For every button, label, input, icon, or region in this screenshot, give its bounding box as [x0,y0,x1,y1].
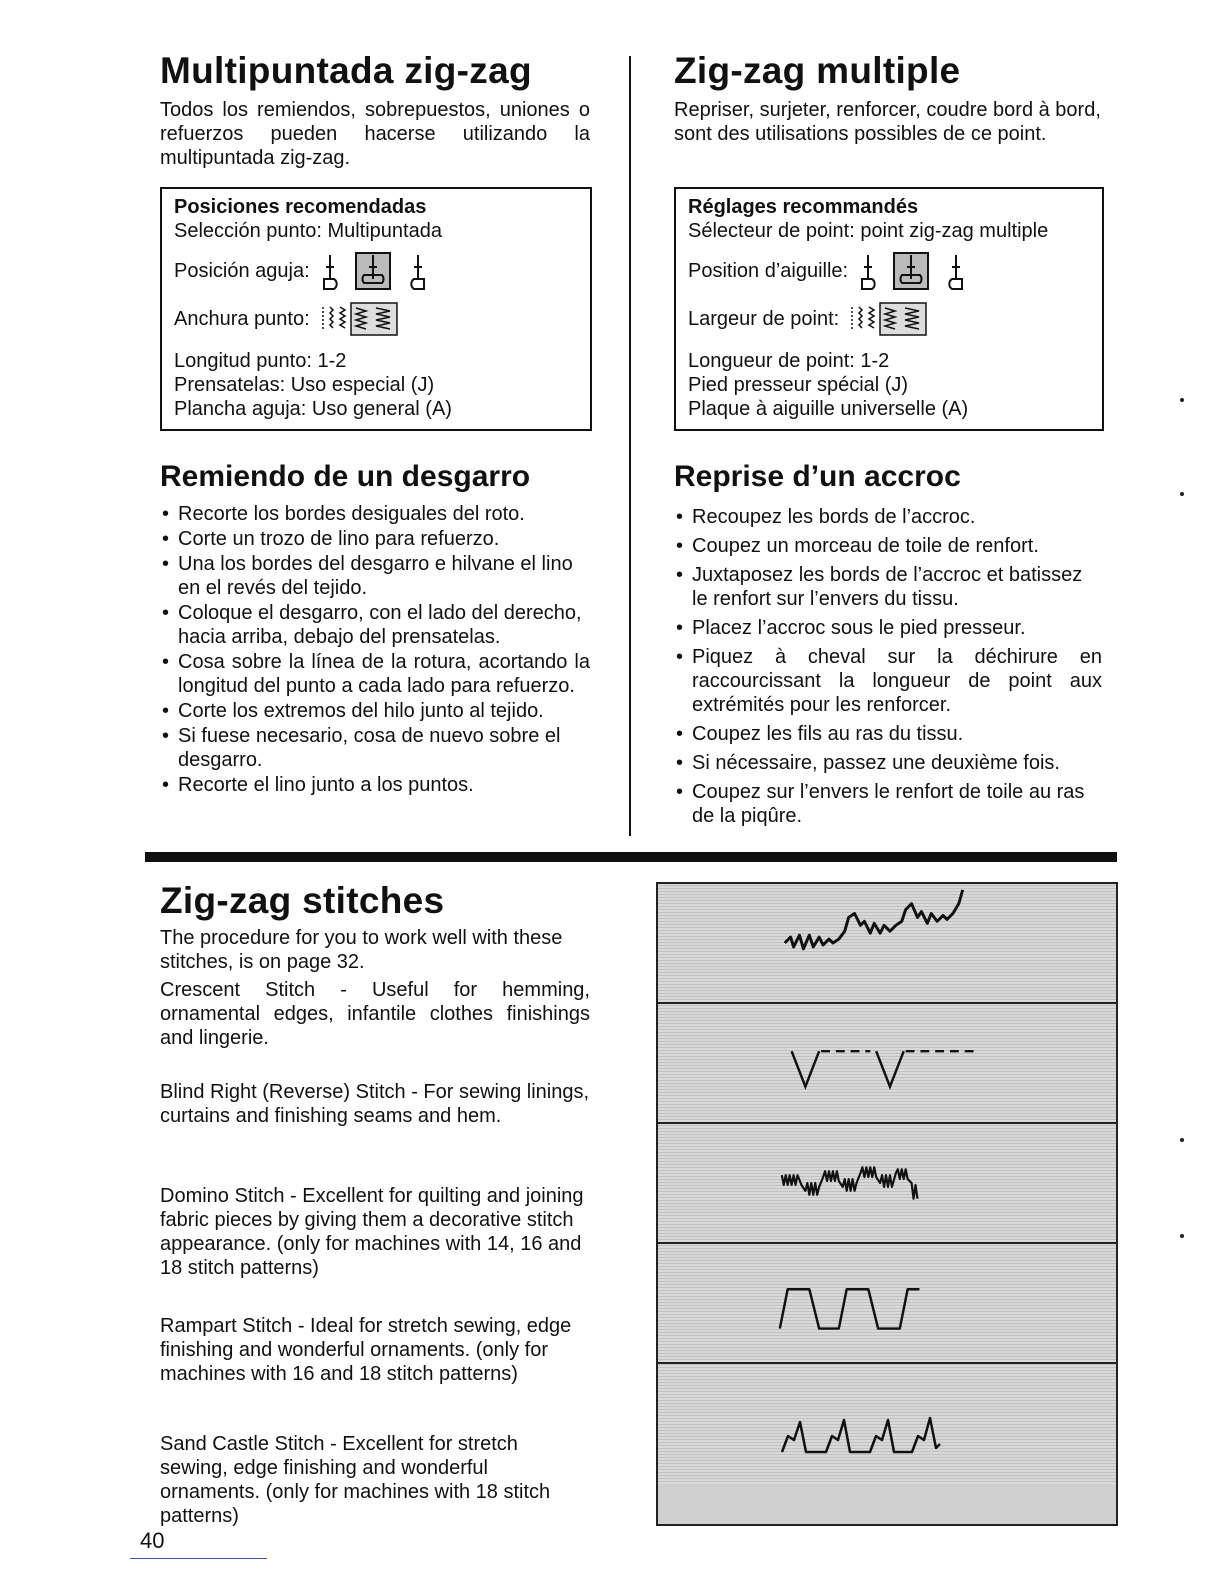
spanish-stitch-length: Longitud punto: 1-2 [174,350,347,372]
french-settings-box [674,187,1104,431]
domino-stitch-description: Domino Stitch - Excellent for quilting and joining fabric pieces by giving them a decorative stitch appearance. (only for machines with 14, 16 and 18 stitch patterns) [160,1185,584,1279]
crescent-stitch-icon [658,884,1116,1002]
list-item: • Coupez sur l’envers le renfort de toile au ras de la piqûre. [674,780,1102,828]
sand-castle-stitch-icon [658,1364,1116,1484]
english-title: Zig-zag stitches [160,880,445,921]
domino-stitch-icon [658,1124,1116,1242]
list-item: • Recorte los bordes desiguales del roto. [160,502,590,526]
stitch-width-icon [320,301,400,337]
spanish-intro: Todos los remiendos, sobrepuestos, uniones o refuerzos pueden hacerse utilizando la multipuntada zig-zag. [160,99,590,169]
rampart-stitch-description: Rampart Stitch - Ideal for stretch sewing, edge finishing and wonderful ornaments. (only for machines with 16 and 18 stitch patterns) [160,1315,572,1385]
spanish-bullet-list [160,502,590,798]
crescent-stitch-description: Crescent Stitch - Useful for hemming, ornamental edges, infantile clothes finishings and lingerie. [160,979,590,1049]
list-item: • Piquez à cheval sur la déchirure en raccourcissant la longueur de point aux extrémités pour les renforcer. [674,645,1102,717]
scan-speck [1180,1138,1184,1142]
stitch-samples-panel [656,882,1118,1526]
french-box-title: Réglages recommandés [688,196,919,218]
french-intro: Repriser, surjeter, renforcer, coudre bord à bord, sont des utilisations possibles de ce point. [674,99,1101,145]
list-item: • Cosa sobre la línea de la rotura, acortando la longitud del punto a cada lado para refuerzo. [160,650,590,698]
french-title: Zig-zag multiple [674,50,961,91]
needle-position-icon [858,249,968,293]
spanish-subtitle: Remiendo de un desgarro [160,460,531,493]
blind-right-stitch-description: Blind Right (Reverse) Stitch - For sewing linings, curtains and finishing seams and hem. [160,1081,590,1127]
scan-speck [1180,1234,1184,1238]
crescent-stitch-sample [658,884,1116,1004]
french-needle-plate: Plaque à aiguille universelle (A) [688,398,969,420]
spanish-presser-foot: Prensatelas: Uso especial (J) [174,374,435,396]
page-number: 40 [140,1528,165,1553]
rampart-stitch-sample [658,1244,1116,1364]
list-item: • Coupez un morceau de toile de renfort. [674,534,1102,558]
french-needle-label: Position d’aiguille: [688,260,849,282]
french-width-label: Largeur de point: [688,308,840,330]
list-item: • Recoupez les bords de l’accroc. [674,505,1102,529]
procedure-note: The procedure for you to work well with these stitches, is on page 32. [160,927,563,973]
blind-right-stitch-icon [658,1004,1116,1122]
domino-stitch-sample [658,1124,1116,1244]
spanish-title: Multipuntada zig-zag [160,50,532,91]
french-bullet-list [674,505,1102,833]
list-item: • Coupez les fils au ras du tissu. [674,722,1102,746]
column-divider [629,56,631,836]
sand-castle-stitch-description: Sand Castle Stitch - Excellent for stretch sewing, edge finishing and wonderful ornaments. (only for machines with 18 stitch patterns) [160,1433,551,1527]
sand-castle-stitch-sample [658,1364,1116,1484]
list-item: • Recorte el lino junto a los puntos. [160,773,590,797]
stitch-width-icon [849,301,929,337]
blind-right-stitch-sample [658,1004,1116,1124]
spanish-settings-box [160,187,592,431]
spanish-needle-label: Posición aguja: [174,260,310,282]
spanish-needle-plate: Plancha aguja: Uso general (A) [174,398,452,420]
english-text [160,926,590,1528]
scan-speck [1180,398,1184,402]
scan-speck [1180,492,1184,496]
spanish-box-title: Posiciones recomendadas [174,196,427,218]
footer-rule [130,1558,267,1559]
list-item: • Placez l’accroc sous le pied presseur. [674,616,1102,640]
section-divider [145,852,1117,862]
french-stitch-length: Longueur de point: 1-2 [688,350,890,372]
list-item: • Si nécessaire, passez une deuxième fois. [674,751,1102,775]
spanish-width-label: Anchura punto: [174,308,310,330]
list-item: • Coloque el desgarro, con el lado del derecho, hacia arriba, debajo del prensatelas. [160,601,590,649]
list-item: • Corte un trozo de lino para refuerzo. [160,527,590,551]
list-item: • Corte los extremos del hilo junto al tejido. [160,699,590,723]
rampart-stitch-icon [658,1244,1116,1362]
french-stitch-selection: Sélecteur de point: point zig-zag multiple [688,220,1049,242]
needle-position-icon [320,249,430,293]
french-presser-foot: Pied presseur spécial (J) [688,374,909,396]
list-item: • Juxtaposez les bords de l’accroc et batissez le renfort sur l’envers du tissu. [674,563,1102,611]
french-subtitle: Reprise d’un accroc [674,460,961,493]
list-item: • Si fuese necesario, cosa de nuevo sobre el desgarro. [160,724,590,772]
spanish-stitch-selection: Selección punto: Multipuntada [174,220,442,242]
list-item: • Una los bordes del desgarro e hilvane el lino en el revés del tejido. [160,552,590,600]
